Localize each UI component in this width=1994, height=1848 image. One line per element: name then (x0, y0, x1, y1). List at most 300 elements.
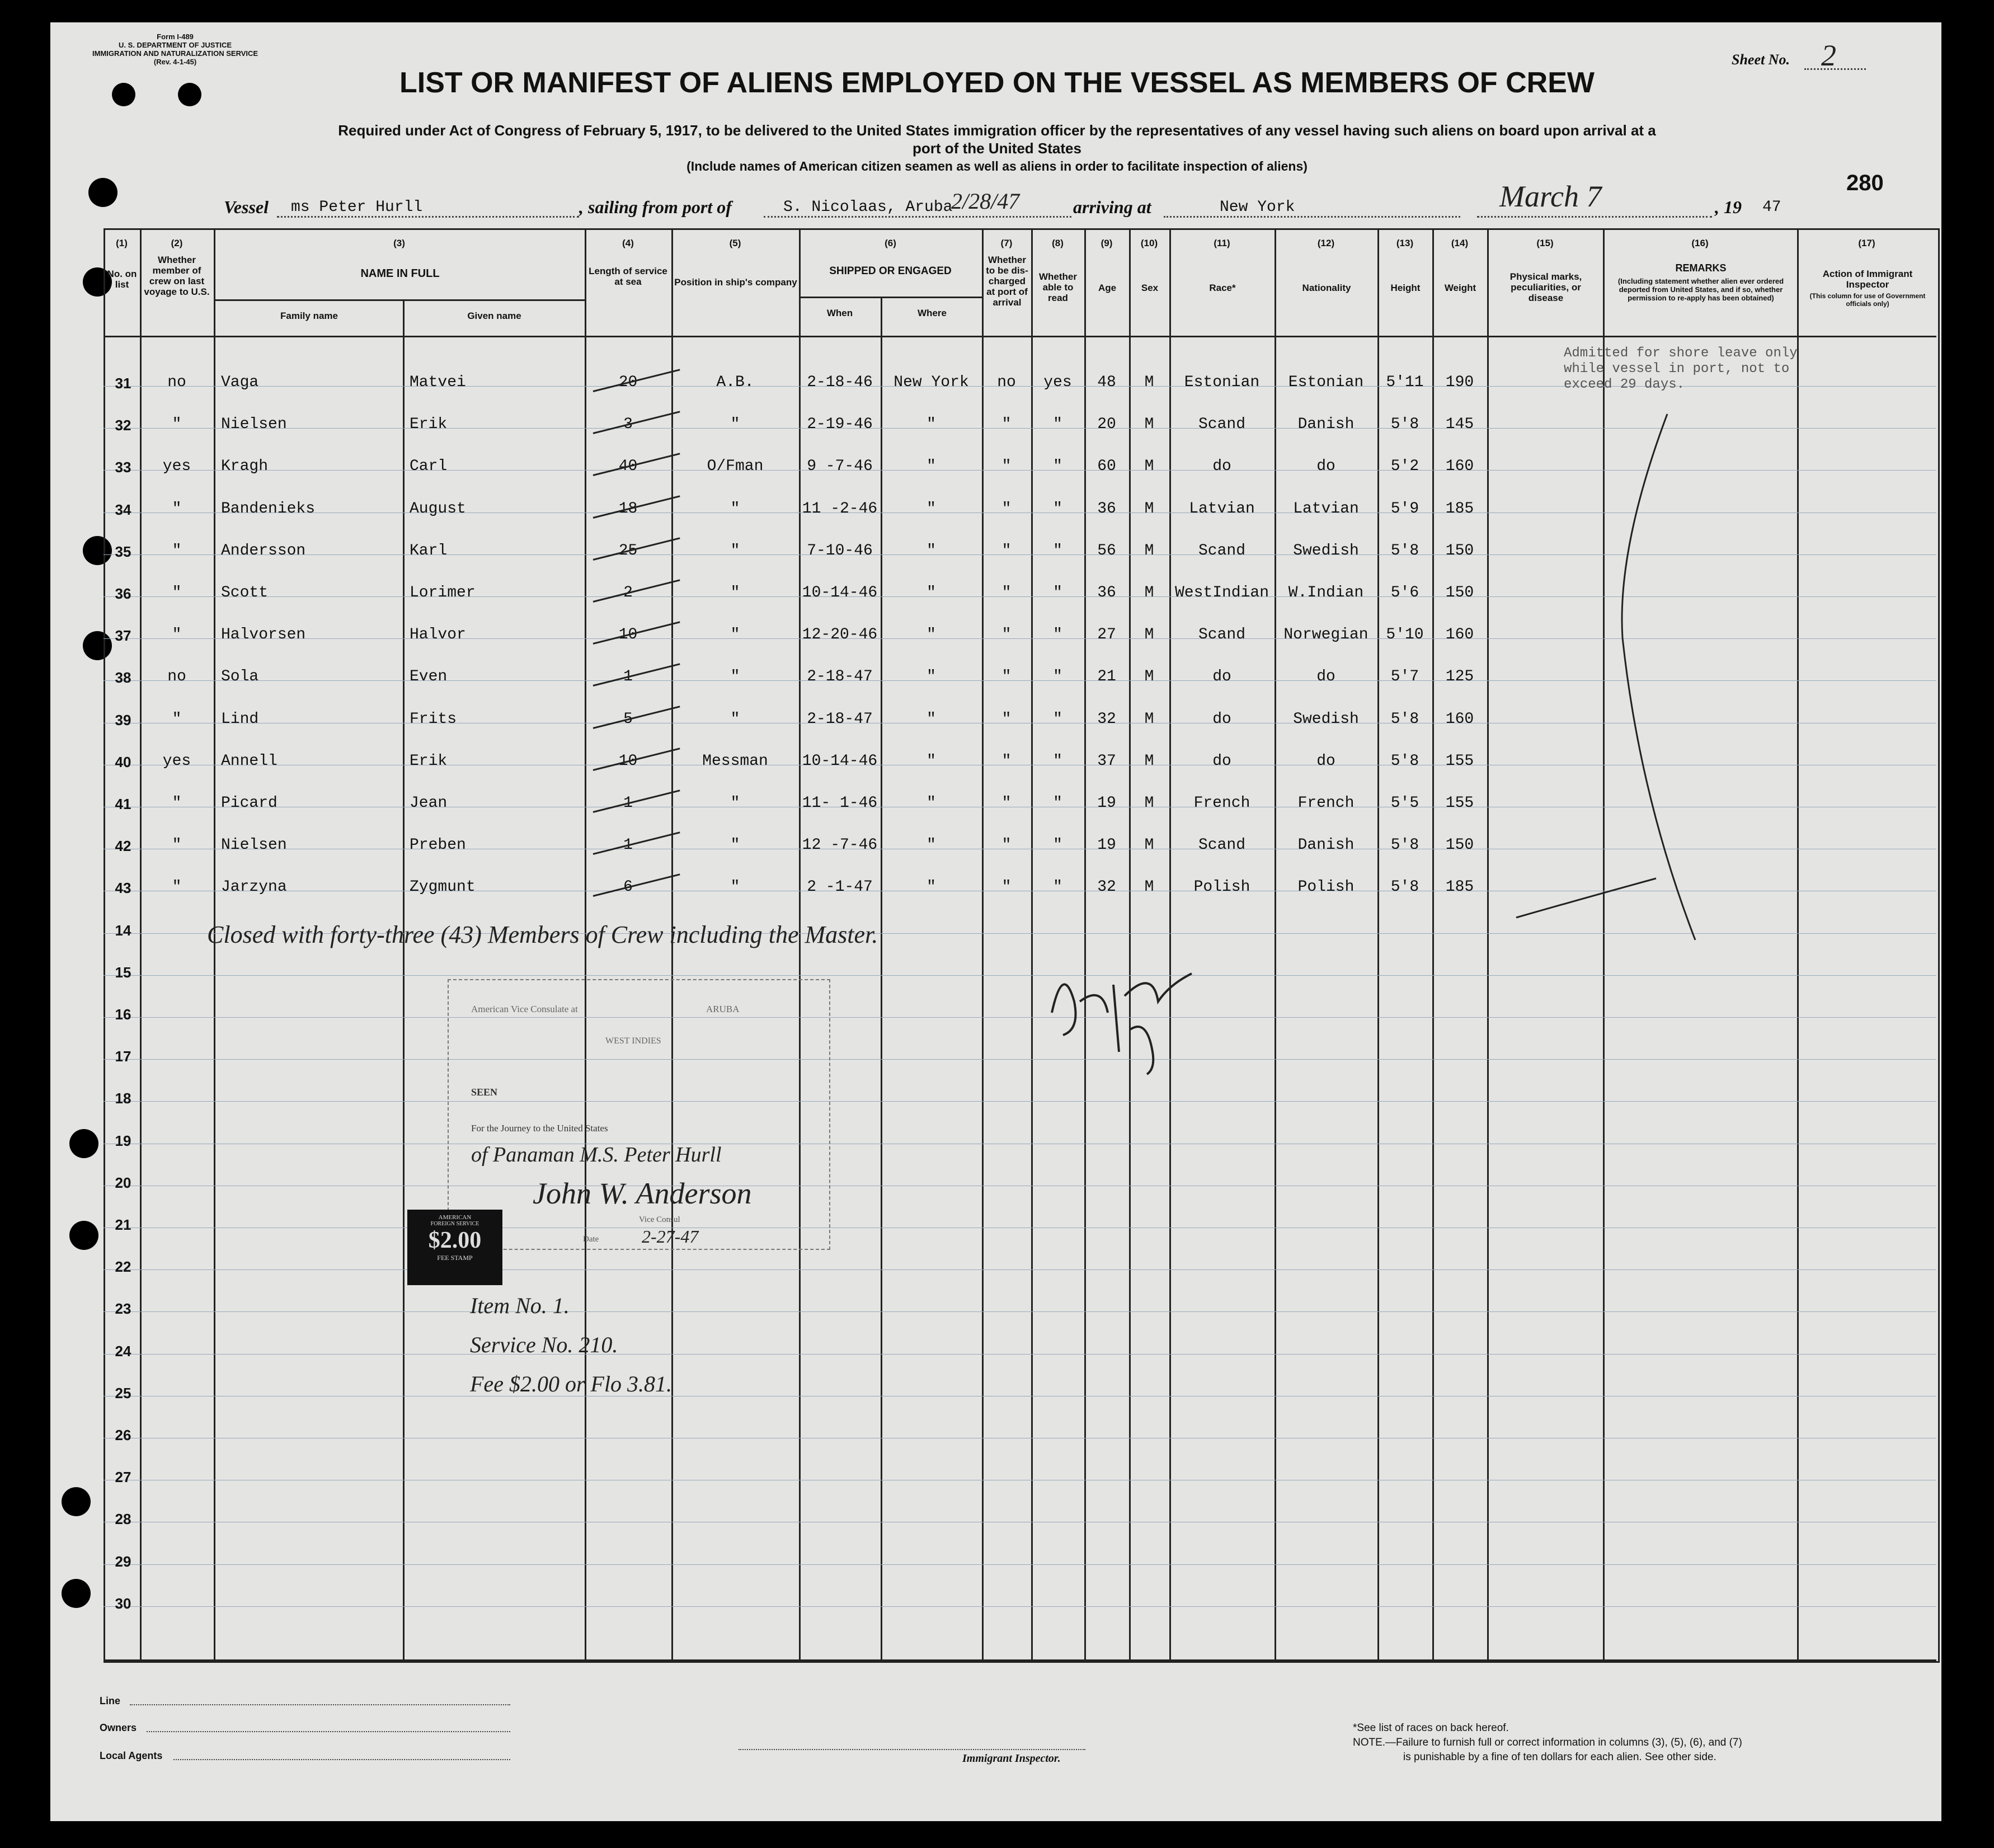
cell-given: Jean (410, 794, 448, 812)
row-rule (104, 1606, 1936, 1607)
remarks-stamp: Admitted for shore leave only while vessel in port, not to exceed 29 days. (1564, 346, 1798, 392)
row-rule (104, 1564, 1936, 1565)
cell-where: " (927, 542, 936, 559)
cell-weight: 150 (1445, 542, 1474, 559)
row-number: 21 (115, 1216, 131, 1233)
cell-where: " (927, 752, 936, 770)
cell-last: " (172, 626, 182, 644)
cell-read: " (1053, 500, 1062, 518)
cell-disch: " (1001, 542, 1012, 559)
header-remarks-note: (Including statement whether alien ever ordered deported from United States, and if so, whether permission to re-apply has been obtained) (1617, 277, 1784, 302)
cell-height: 5'8 (1390, 416, 1419, 434)
cell-service: 2 (623, 584, 633, 601)
row-number: 25 (115, 1384, 131, 1402)
cell-nat: Norwegian (1283, 626, 1368, 644)
cell-family: Nielsen (221, 836, 287, 854)
cell-when: 12-20-46 (802, 626, 878, 644)
row-number: 23 (115, 1300, 131, 1318)
row-rule (104, 1311, 1936, 1312)
cell-family: Andersson (221, 542, 306, 559)
departure-date: 2/28/47 (951, 189, 1020, 214)
cell-given: Halvor (410, 626, 466, 644)
cell-height: 5'10 (1386, 626, 1424, 644)
footer-note-continued: is punishable by a fine of ten dollars for each alien. See other side. (1403, 1751, 1716, 1763)
page-title: LIST OR MANIFEST OF ALIENS EMPLOYED ON THE VESSEL AS MEMBERS OF CREW (399, 67, 1595, 99)
cell-sex: M (1144, 878, 1154, 896)
cell-read: " (1053, 458, 1062, 476)
cell-last: " (172, 542, 182, 559)
cell-height: 5'6 (1390, 584, 1419, 601)
cell-sex: M (1144, 836, 1154, 854)
header-able-to-read: Whether able to read (1039, 271, 1077, 303)
cell-family: Annell (221, 752, 278, 770)
cell-race: French (1193, 794, 1250, 812)
fee-stamp: AMERICAN FOREIGN SERVICE $2.00 FEE STAMP (407, 1210, 502, 1285)
cell-where: " (927, 500, 936, 518)
cell-height: 5'7 (1390, 668, 1419, 686)
column-number: (13) (1396, 238, 1414, 248)
header-where: Where (918, 308, 947, 318)
row-number: 31 (115, 375, 131, 392)
cell-weight: 160 (1445, 710, 1474, 728)
cell-height: 5'5 (1390, 794, 1419, 812)
form-identifier: Form I-489 U. S. DEPARTMENT OF JUSTICE IMMIGRATION AND NATURALIZATION SERVICE (Rev. 4-1-45) (92, 32, 258, 66)
cell-when: 2-18-47 (807, 710, 873, 728)
cell-disch: " (1001, 878, 1012, 896)
column-number: (4) (622, 238, 634, 248)
cell-read: " (1053, 794, 1062, 812)
cell-service: 1 (623, 794, 633, 812)
cell-when: 9 -7-46 (807, 458, 873, 476)
cell-where: " (927, 626, 936, 644)
arrival-port: New York (1220, 199, 1295, 216)
punch-hole (69, 1129, 98, 1158)
visa-stamp: American Vice Consulate at ARUBA WEST INDIES SEEN For the Journey to the United States of Panaman M.S. Peter Hurll John W. Anderson Vice Consul Date 2-27-47 (448, 979, 830, 1250)
column-number: (9) (1101, 238, 1113, 248)
cell-disch: " (1001, 416, 1012, 434)
cell-service: 5 (623, 710, 633, 728)
cell-given: Carl (410, 458, 448, 476)
cell-when: 2-18-46 (807, 374, 873, 391)
column-number: (10) (1140, 238, 1158, 248)
cell-disch: " (1001, 794, 1012, 812)
row-number: 33 (115, 459, 131, 476)
header-last-voyage: Whether member of crew on last voyage to U.S. (144, 255, 210, 297)
page-number: 280 (1846, 171, 1884, 195)
row-number: 16 (115, 1006, 131, 1023)
cell-weight: 155 (1445, 794, 1474, 812)
cell-service: 10 (618, 626, 638, 644)
row-rule (104, 1059, 1936, 1060)
cell-position: " (730, 710, 740, 728)
cell-disch: " (1001, 710, 1012, 728)
cell-given: Even (410, 668, 448, 686)
year-prefix: , 19 (1715, 197, 1742, 217)
row-number: 36 (115, 585, 131, 602)
cell-given: Erik (410, 752, 448, 770)
cell-read: " (1053, 626, 1062, 644)
cell-race: Estonian (1184, 374, 1260, 391)
cell-disch: " (1001, 584, 1012, 601)
row-number: 39 (115, 711, 131, 728)
cell-position: A.B. (716, 374, 754, 391)
header-when: When (826, 308, 853, 318)
footer-race-note: *See list of races on back hereof. (1353, 1722, 1509, 1734)
cell-nat: Swedish (1293, 710, 1359, 728)
cell-nat: do (1316, 752, 1335, 770)
header-discharged: Whether to be dis-charged at port of arrival (986, 255, 1028, 308)
column-number: (7) (1000, 238, 1013, 248)
cell-last: " (172, 416, 182, 434)
row-number: 32 (115, 417, 131, 434)
cell-nat: do (1316, 458, 1335, 476)
cell-when: 10-14-46 (802, 752, 878, 770)
cell-height: 5'8 (1390, 836, 1419, 854)
cell-nat: W.Indian (1288, 584, 1364, 601)
cell-read: " (1053, 836, 1062, 854)
cell-age: 19 (1097, 836, 1116, 854)
cell-where: " (927, 794, 936, 812)
cell-last: " (172, 584, 182, 601)
header-weight: Weight (1444, 283, 1476, 293)
footer-inspector-label: Immigrant Inspector. (962, 1752, 1061, 1765)
cell-sex: M (1144, 458, 1154, 476)
cell-last: " (172, 794, 182, 812)
cell-service: 3 (623, 416, 633, 434)
cell-sex: M (1144, 542, 1154, 559)
cell-disch: " (1001, 668, 1012, 686)
cell-last: no (167, 668, 186, 686)
consul-signature: John W. Anderson (533, 1177, 752, 1210)
cell-position: " (730, 584, 740, 601)
cell-last: no (167, 374, 186, 391)
header-action-note: (This column for use of Government officials only) (1809, 292, 1926, 308)
punch-hole (69, 1221, 98, 1250)
cell-race: Scand (1198, 626, 1245, 644)
column-number: (11) (1214, 238, 1230, 248)
cell-sex: M (1144, 668, 1154, 686)
cell-given: Preben (410, 836, 466, 854)
cell-family: Kragh (221, 458, 269, 476)
cell-sex: M (1144, 710, 1154, 728)
row-number: 35 (115, 543, 131, 560)
column-number: (2) (171, 238, 183, 248)
cell-position: " (730, 500, 740, 518)
row-number: 42 (115, 838, 131, 855)
header-sex: Sex (1141, 283, 1159, 293)
cell-when: 2 -1-47 (807, 878, 873, 896)
cell-weight: 185 (1445, 878, 1474, 896)
cell-given: Frits (410, 710, 457, 728)
cell-position: O/Fman (707, 458, 764, 476)
cell-weight: 155 (1445, 752, 1474, 770)
cell-position: " (730, 668, 740, 686)
cell-read: " (1053, 668, 1062, 686)
departure-port: S. Nicolaas, Aruba (783, 199, 953, 216)
cell-position: " (730, 542, 740, 559)
header-action: Action of Immigrant Inspector (1822, 269, 1913, 290)
cell-where: " (927, 878, 936, 896)
cell-disch: " (1001, 626, 1012, 644)
arrival-month: March 7 (1499, 180, 1602, 213)
cell-weight: 150 (1445, 836, 1474, 854)
cell-height: 5'8 (1390, 878, 1419, 896)
cell-service: 10 (618, 752, 638, 770)
cell-position: " (730, 836, 740, 854)
cell-service: 20 (618, 374, 638, 391)
cell-race: Polish (1193, 878, 1250, 896)
master-signature-icon (1041, 951, 1203, 1080)
cell-when: 12 -7-46 (802, 836, 878, 854)
cell-sex: M (1144, 584, 1154, 601)
vessel-label: Vessel (224, 197, 269, 217)
arriving-label: arriving at (1073, 197, 1151, 217)
cell-disch: " (1001, 836, 1012, 854)
cell-when: 2-18-47 (807, 668, 873, 686)
punch-hole (62, 1579, 91, 1608)
row-number: 29 (115, 1553, 131, 1570)
row-rule (104, 1101, 1936, 1102)
cell-age: 36 (1097, 500, 1116, 518)
row-number: 30 (115, 1595, 131, 1612)
cell-sex: M (1144, 626, 1154, 644)
cell-sex: M (1144, 752, 1154, 770)
cell-family: Sola (221, 668, 259, 686)
cell-given: August (410, 500, 466, 518)
cell-given: Lorimer (410, 584, 476, 601)
cell-read: " (1053, 584, 1062, 601)
cell-nat: Polish (1297, 878, 1355, 896)
cell-weight: 150 (1445, 584, 1474, 601)
column-number: (17) (1858, 238, 1875, 248)
cell-when: 7-10-46 (807, 542, 873, 559)
column-number: (5) (729, 238, 741, 248)
cell-family: Bandenieks (221, 500, 316, 518)
cell-where: " (927, 584, 936, 601)
cell-family: Picard (221, 794, 278, 812)
subtitle: port of the United States (913, 140, 1081, 157)
column-number: (12) (1317, 238, 1335, 248)
cell-age: 27 (1097, 626, 1116, 644)
row-number: 37 (115, 627, 131, 645)
cell-age: 60 (1097, 458, 1116, 476)
cell-sex: M (1144, 794, 1154, 812)
row-number: 24 (115, 1342, 131, 1360)
cell-position: " (730, 794, 740, 812)
sheet-label: Sheet No. (1732, 51, 1790, 68)
footer-line-label: Line (100, 1695, 121, 1706)
closing-note: Closed with forty-three (43) Members of Crew including the Master. (207, 921, 878, 948)
cell-age: 20 (1097, 416, 1116, 434)
header-position: Position in ship's company (674, 277, 797, 288)
cell-weight: 145 (1445, 416, 1474, 434)
header-height: Height (1390, 283, 1421, 293)
cell-when: 11 -2-46 (802, 500, 878, 518)
row-number: 26 (115, 1427, 131, 1443)
cell-position: " (730, 416, 740, 434)
cell-read: " (1053, 542, 1062, 559)
cell-age: 48 (1097, 374, 1116, 391)
row-number: 38 (115, 669, 131, 686)
cell-where: " (927, 710, 936, 728)
cell-last: " (172, 500, 182, 518)
cell-last: yes (162, 752, 191, 770)
cell-age: 56 (1097, 542, 1116, 559)
cell-weight: 160 (1445, 458, 1474, 476)
cell-race: do (1212, 458, 1231, 476)
column-number: (6) (885, 238, 896, 248)
cell-family: Jarzyna (221, 878, 287, 896)
footer-owners-label: Owners (100, 1722, 137, 1733)
cell-given: Zygmunt (410, 878, 476, 896)
row-rule (104, 1017, 1936, 1018)
cell-read: " (1053, 752, 1062, 770)
row-rule (104, 975, 1936, 976)
cell-age: 36 (1097, 584, 1116, 601)
row-number: 15 (115, 963, 131, 981)
bracket-mark (1511, 403, 1712, 951)
cell-sex: M (1144, 416, 1154, 434)
column-number: (1) (116, 238, 128, 248)
cell-when: 11- 1-46 (802, 794, 878, 812)
cell-height: 5'2 (1390, 458, 1419, 476)
cell-position: " (730, 878, 740, 896)
cell-service: 25 (618, 542, 638, 559)
cell-race: Scand (1198, 542, 1245, 559)
cell-disch: " (1001, 752, 1012, 770)
row-number: 14 (115, 921, 131, 939)
item-number-note: Item No. 1. (470, 1293, 570, 1318)
cell-last: yes (162, 458, 191, 476)
cell-read: " (1053, 710, 1062, 728)
service-number-note: Service No. 210. (470, 1332, 618, 1357)
cell-where: " (927, 836, 936, 854)
cell-given: Erik (410, 416, 448, 434)
visa-date: 2-27-47 (642, 1226, 699, 1247)
header-name-in-full: NAME IN FULL (360, 267, 440, 280)
cell-height: 5'8 (1390, 752, 1419, 770)
cell-service: 6 (623, 878, 633, 896)
row-number: 19 (115, 1132, 131, 1149)
cell-race: Latvian (1189, 500, 1255, 518)
cell-weight: 125 (1445, 668, 1474, 686)
cell-where: " (927, 416, 936, 434)
cell-family: Vaga (221, 374, 259, 391)
header-age: Age (1098, 283, 1117, 293)
cell-age: 32 (1097, 710, 1116, 728)
cell-family: Nielsen (221, 416, 287, 434)
row-number: 43 (115, 880, 131, 897)
row-rule (104, 1269, 1936, 1270)
cell-nat: do (1316, 668, 1335, 686)
sailing-label: , sailing from port of (579, 197, 732, 217)
footer-note: NOTE.—Failure to furnish full or correct information in columns (3), (5), (6), and (7) (1353, 1737, 1742, 1748)
row-number: 22 (115, 1258, 131, 1276)
cell-height: 5'11 (1386, 374, 1424, 391)
header-given-name: Given name (467, 311, 521, 321)
row-number: 40 (115, 753, 131, 770)
cell-nat: Danish (1297, 416, 1355, 434)
cell-age: 21 (1097, 668, 1116, 686)
header-physical-marks: Physical marks, peculiarities, or disease (1509, 271, 1582, 303)
cell-read: " (1053, 878, 1062, 896)
column-number: (15) (1536, 238, 1554, 248)
header-race: Race* (1209, 283, 1236, 293)
row-number: 34 (115, 501, 131, 518)
row-number: 27 (115, 1469, 131, 1486)
cell-nat: French (1297, 794, 1355, 812)
arrival-year: 47 (1762, 199, 1781, 216)
cell-where: New York (893, 374, 969, 391)
header-family-name: Family name (280, 311, 338, 321)
vessel-name: ms Peter Hurll (291, 199, 423, 216)
row-number: 20 (115, 1174, 131, 1191)
punch-hole (88, 178, 117, 207)
column-number: (14) (1451, 238, 1469, 248)
cell-age: 19 (1097, 794, 1116, 812)
cell-race: Scand (1198, 416, 1245, 434)
cell-nat: Estonian (1288, 374, 1364, 391)
cell-sex: M (1144, 374, 1154, 391)
header-nationality: Nationality (1302, 283, 1351, 293)
cell-height: 5'8 (1390, 710, 1419, 728)
cell-disch: " (1001, 500, 1012, 518)
cell-read: yes (1043, 374, 1072, 391)
cell-given: Matvei (410, 374, 466, 391)
cell-where: " (927, 458, 936, 476)
cell-race: do (1212, 668, 1231, 686)
subtitle: Required under Act of Congress of February 5, 1917, to be delivered to the United States immigration officer by the representatives of any vessel having such aliens on board upon arrival at a (338, 122, 1656, 139)
cell-race: do (1212, 710, 1231, 728)
punch-hole (62, 1487, 91, 1516)
cell-family: Lind (221, 710, 259, 728)
cell-service: 1 (623, 668, 633, 686)
cell-weight: 160 (1445, 626, 1474, 644)
cell-nat: Swedish (1293, 542, 1359, 559)
header-length-of-service: Length of service at sea (589, 266, 667, 287)
cell-race: do (1212, 752, 1231, 770)
cell-sex: M (1144, 500, 1154, 518)
row-number: 28 (115, 1511, 131, 1528)
cell-when: 2-19-46 (807, 416, 873, 434)
cell-disch: " (1001, 458, 1012, 476)
cell-position: " (730, 626, 740, 644)
cell-weight: 190 (1445, 374, 1474, 391)
fee-note: Fee $2.00 or Flo 3.81. (470, 1371, 672, 1396)
cell-last: " (172, 878, 182, 896)
header-no-on-list: No. on list (107, 269, 137, 290)
cell-weight: 185 (1445, 500, 1474, 518)
cell-given: Karl (410, 542, 448, 559)
cell-read: " (1053, 416, 1062, 434)
cell-last: " (172, 710, 182, 728)
row-rule (104, 1354, 1936, 1355)
cell-race: WestIndian (1174, 584, 1269, 601)
cell-service: 1 (623, 836, 633, 854)
row-number: 41 (115, 796, 131, 812)
cell-family: Halvorsen (221, 626, 306, 644)
cell-family: Scott (221, 584, 269, 601)
cell-disch: no (997, 374, 1016, 391)
cell-last: " (172, 836, 182, 854)
row-number: 18 (115, 1090, 131, 1107)
sheet-number: 2 (1821, 39, 1836, 72)
cell-age: 32 (1097, 878, 1116, 896)
column-number: (16) (1691, 238, 1709, 248)
cell-race: Scand (1198, 836, 1245, 854)
cell-where: " (927, 668, 936, 686)
cell-position: Messman (702, 752, 768, 770)
